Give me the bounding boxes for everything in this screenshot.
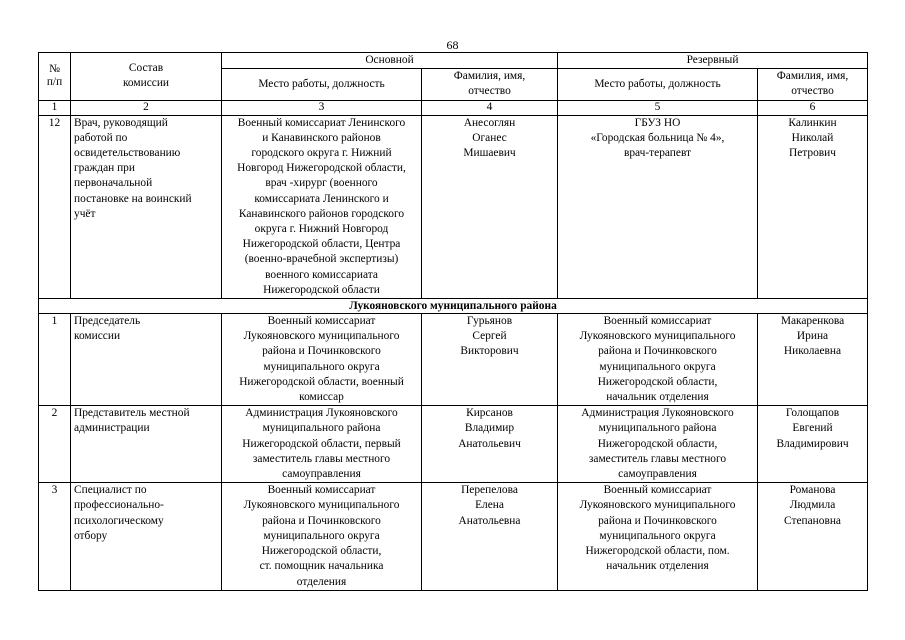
- header-composition: Состав комиссии: [71, 53, 222, 101]
- commission-role: Специалист по профессионально- психологическому отбору: [71, 483, 222, 590]
- column-index: 3: [222, 100, 422, 115]
- main-workplace: Администрация Лукояновского муниципального района Нижегородской области, первый заместитель главы местного самоуправления: [222, 406, 422, 483]
- column-index: 2: [71, 100, 222, 115]
- column-index: 5: [558, 100, 758, 115]
- main-workplace: Военный комиссариат Лукояновского муниципального района и Починковского муниципального округа Нижегородской области, военный комиссар: [222, 314, 422, 406]
- main-person-name: Перепелова Елена Анатольевна: [422, 483, 558, 590]
- header-reserve-workplace: Место работы, должность: [558, 69, 758, 100]
- commission-role: Врач, руководящий работой по освидетельствованию граждан при первоначальной постановке на воинский учёт: [71, 115, 222, 298]
- reserve-workplace: Администрация Лукояновского муниципального района Нижегородской области, заместитель главы местного самоуправления: [558, 406, 758, 483]
- column-index: 6: [758, 100, 868, 115]
- main-person-name: Кирсанов Владимир Анатольевич: [422, 406, 558, 483]
- commission-role: Представитель местной администрации: [71, 406, 222, 483]
- commission-role: Председатель комиссии: [71, 314, 222, 406]
- header-main-group: Основной: [222, 53, 558, 69]
- commission-table: [38, 52, 868, 591]
- section-row: [39, 299, 868, 314]
- header-reserve-name: Фамилия, имя, отчество: [758, 69, 868, 100]
- table-row: [39, 483, 868, 590]
- row-number: 12: [39, 115, 71, 298]
- main-workplace: Военный комиссариат Лукояновского муниципального района и Починковского муниципального округа Нижегородской области, ст. помощник начальника отделения: [222, 483, 422, 590]
- row-number: 3: [39, 483, 71, 590]
- reserve-person-name: Романова Людмила Степановна: [758, 483, 868, 590]
- reserve-workplace: Военный комиссариат Лукояновского муниципального района и Починковского муниципального округа Нижегородской области, пом. начальник отделения: [558, 483, 758, 590]
- main-person-name: Гурьянов Сергей Викторович: [422, 314, 558, 406]
- main-workplace: Военный комиссариат Ленинского и Канавинского районов городского округа г. Нижний Новгород Нижегородской области, врач -хирург (военного комиссариата Ленинского и Канавинского районов городского округа г. Нижний Новгород Нижегородской области, Центра (военно-врачебной экспертизы) военного комиссариата Нижегородской области: [222, 115, 422, 298]
- table-row: [39, 406, 868, 483]
- header-main-workplace: Место работы, должность: [222, 69, 422, 100]
- table-row: [39, 314, 868, 406]
- row-number: 1: [39, 314, 71, 406]
- header-row-groups: [39, 53, 868, 69]
- row-number: 2: [39, 406, 71, 483]
- section-title: Лукояновского муниципального района: [39, 299, 868, 314]
- reserve-workplace: ГБУЗ НО «Городская больница № 4», врач-терапевт: [558, 115, 758, 298]
- header-main-name: Фамилия, имя, отчество: [422, 69, 558, 100]
- reserve-person-name: Голощапов Евгений Владимирович: [758, 406, 868, 483]
- page-number: 68: [446, 38, 459, 52]
- reserve-workplace: Военный комиссариат Лукояновского муниципального района и Починковского муниципального округа Нижегородской области, начальник отделения: [558, 314, 758, 406]
- column-index: 4: [422, 100, 558, 115]
- reserve-person-name: Калинкин Николай Петрович: [758, 115, 868, 298]
- header-reserve-group: Резервный: [558, 53, 868, 69]
- column-index-row: [39, 100, 868, 115]
- reserve-person-name: Макаренкова Ирина Николаевна: [758, 314, 868, 406]
- table-row: [39, 115, 868, 298]
- main-person-name: Анесоглян Оганес Мишаевич: [422, 115, 558, 298]
- column-index: 1: [39, 100, 71, 115]
- header-num: № п/п: [39, 53, 71, 101]
